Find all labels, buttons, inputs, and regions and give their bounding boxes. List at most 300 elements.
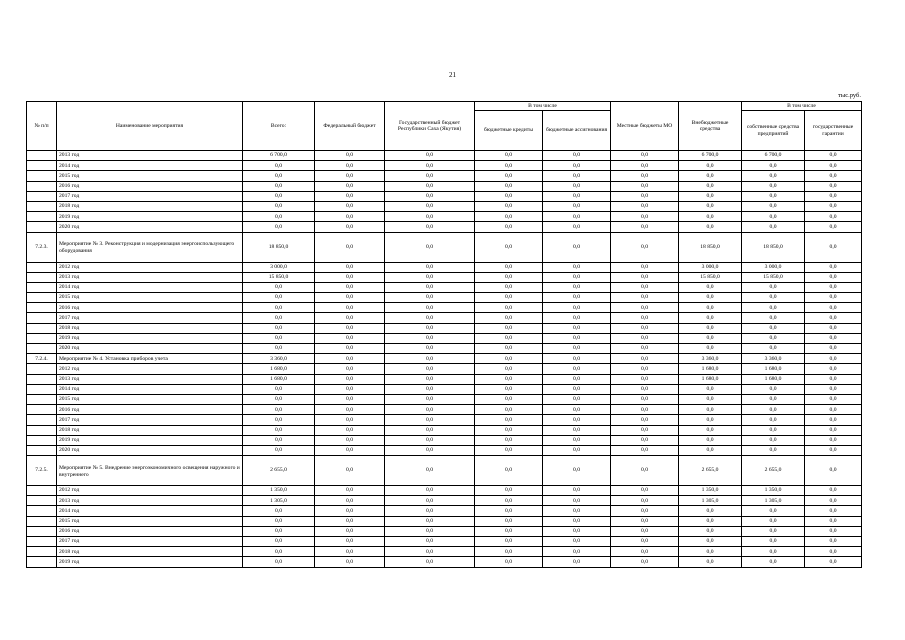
table-row (27, 181, 862, 191)
cell-value: 0,0 (742, 405, 805, 415)
cell-value: 0,0 (385, 415, 475, 425)
row-name: 2017 год (57, 537, 243, 547)
cell-value: 0,0 (679, 415, 742, 425)
cell-value: 0,0 (611, 303, 679, 313)
table-row (27, 323, 862, 333)
cell-value: 15 850,0 (679, 272, 742, 282)
cell-value: 18 850,0 (679, 232, 742, 262)
cell-value: 0,0 (742, 333, 805, 343)
cell-value: 2 655,0 (679, 456, 742, 486)
cell-value: 0,0 (243, 171, 315, 181)
header-group-including-2: В том числе (742, 102, 862, 111)
cell-value: 0,0 (315, 394, 385, 404)
cell-value: 6 700,0 (243, 151, 315, 161)
cell-value: 0,0 (611, 415, 679, 425)
table-row (27, 486, 862, 496)
cell-value: 0,0 (243, 415, 315, 425)
cell-value: 0,0 (475, 222, 543, 232)
table-row (27, 161, 862, 171)
row-name: 2017 год (57, 313, 243, 323)
cell-value: 0,0 (742, 557, 805, 567)
row-index (27, 323, 57, 333)
cell-value: 0,0 (315, 364, 385, 374)
cell-value: 0,0 (385, 151, 475, 161)
cell-value: 0,0 (315, 303, 385, 313)
header-group-including-1: В том числе (475, 102, 611, 111)
cell-value: 0,0 (611, 313, 679, 323)
row-name: 2018 год (57, 547, 243, 557)
cell-value: 0,0 (385, 537, 475, 547)
row-name: 2018 год (57, 201, 243, 211)
cell-value: 0,0 (475, 496, 543, 506)
cell-value: 0,0 (315, 201, 385, 211)
cell-value: 0,0 (742, 303, 805, 313)
cell-value: 3 360,0 (679, 354, 742, 364)
cell-value: 0,0 (475, 191, 543, 201)
cell-value: 0,0 (243, 212, 315, 222)
cell-value: 0,0 (805, 456, 862, 486)
cell-value: 0,0 (805, 537, 862, 547)
row-index (27, 282, 57, 292)
cell-value: 0,0 (805, 201, 862, 211)
table-row (27, 272, 862, 282)
cell-value: 1 350,0 (679, 486, 742, 496)
cell-value: 0,0 (315, 282, 385, 292)
cell-value: 0,0 (543, 506, 611, 516)
cell-value: 0,0 (315, 191, 385, 201)
cell-value: 0,0 (611, 526, 679, 536)
cell-value: 0,0 (385, 171, 475, 181)
cell-value: 0,0 (611, 425, 679, 435)
cell-value: 0,0 (611, 456, 679, 486)
row-name: 2012 год (57, 364, 243, 374)
cell-value: 0,0 (742, 394, 805, 404)
table-header (27, 102, 862, 151)
cell-value: 6 700,0 (742, 151, 805, 161)
cell-value: 0,0 (243, 435, 315, 445)
cell-value: 0,0 (475, 506, 543, 516)
row-index (27, 557, 57, 567)
cell-value: 0,0 (243, 526, 315, 536)
cell-value: 0,0 (475, 526, 543, 536)
cell-value: 0,0 (475, 354, 543, 364)
row-index (27, 313, 57, 323)
cell-value: 0,0 (611, 323, 679, 333)
row-name: 2016 год (57, 181, 243, 191)
cell-value: 0,0 (679, 537, 742, 547)
cell-value: 18 850,0 (742, 232, 805, 262)
cell-value: 0,0 (543, 526, 611, 536)
cell-value: 0,0 (385, 364, 475, 374)
table-row (27, 445, 862, 455)
row-index: 7.2.5. (27, 456, 57, 486)
cell-value: 0,0 (475, 201, 543, 211)
cell-value: 0,0 (475, 323, 543, 333)
table-row (27, 557, 862, 567)
cell-value: 0,0 (611, 201, 679, 211)
cell-value: 0,0 (543, 456, 611, 486)
row-name: 2012 год (57, 262, 243, 272)
measure-row (27, 232, 862, 262)
row-name: Мероприятие № 5. Внедрение энергоэкономичного освещения наружного и внутреннего (57, 456, 243, 486)
cell-value: 0,0 (611, 333, 679, 343)
cell-value: 0,0 (805, 272, 862, 282)
cell-value: 0,0 (385, 557, 475, 567)
cell-value: 0,0 (243, 547, 315, 557)
cell-value: 0,0 (315, 486, 385, 496)
cell-value: 0,0 (742, 212, 805, 222)
cell-value: 0,0 (243, 557, 315, 567)
cell-value: 0,0 (243, 516, 315, 526)
row-index (27, 272, 57, 282)
cell-value: 0,0 (315, 516, 385, 526)
cell-value: 0,0 (679, 445, 742, 455)
cell-value: 0,0 (543, 201, 611, 211)
cell-value: 0,0 (475, 547, 543, 557)
cell-value: 0,0 (805, 161, 862, 171)
row-index (27, 262, 57, 272)
row-name: 2016 год (57, 526, 243, 536)
row-name: 2019 год (57, 212, 243, 222)
cell-value: 0,0 (543, 151, 611, 161)
row-index (27, 537, 57, 547)
cell-value: 0,0 (742, 293, 805, 303)
cell-value: 0,0 (543, 496, 611, 506)
cell-value: 0,0 (543, 354, 611, 364)
measure-row (27, 456, 862, 486)
row-name: 2015 год (57, 394, 243, 404)
cell-value: 0,0 (543, 282, 611, 292)
cell-value: 0,0 (611, 212, 679, 222)
cell-value: 0,0 (243, 506, 315, 516)
cell-value: 0,0 (543, 557, 611, 567)
cell-value: 0,0 (679, 435, 742, 445)
row-name: 2019 год (57, 333, 243, 343)
table-row (27, 526, 862, 536)
row-index (27, 445, 57, 455)
row-index (27, 506, 57, 516)
cell-value: 1 305,0 (679, 496, 742, 506)
row-index (27, 171, 57, 181)
cell-value: 0,0 (243, 425, 315, 435)
cell-value: 0,0 (805, 486, 862, 496)
row-index (27, 191, 57, 201)
cell-value: 0,0 (475, 537, 543, 547)
cell-value: 0,0 (805, 293, 862, 303)
cell-value: 0,0 (243, 313, 315, 323)
cell-value: 0,0 (679, 425, 742, 435)
cell-value: 0,0 (475, 425, 543, 435)
row-name: 2014 год (57, 506, 243, 516)
cell-value: 0,0 (543, 181, 611, 191)
cell-value: 0,0 (805, 222, 862, 232)
row-name: Мероприятие № 4. Установка приборов учета (57, 354, 243, 364)
cell-value: 0,0 (475, 405, 543, 415)
cell-value: 0,0 (385, 435, 475, 445)
cell-value: 0,0 (742, 171, 805, 181)
cell-value: 0,0 (475, 374, 543, 384)
cell-value: 0,0 (805, 405, 862, 415)
table-row (27, 333, 862, 343)
page-number: 21 (449, 71, 456, 79)
cell-value: 0,0 (805, 435, 862, 445)
cell-value: 0,0 (679, 212, 742, 222)
cell-value: 0,0 (805, 323, 862, 333)
row-name: 2015 год (57, 516, 243, 526)
cell-value: 0,0 (385, 425, 475, 435)
cell-value: 0,0 (385, 303, 475, 313)
row-index (27, 222, 57, 232)
row-name: 2020 год (57, 344, 243, 354)
cell-value: 0,0 (543, 405, 611, 415)
cell-value: 0,0 (805, 415, 862, 425)
cell-value: 0,0 (611, 282, 679, 292)
cell-value: 0,0 (243, 323, 315, 333)
cell-value: 0,0 (805, 374, 862, 384)
cell-value: 0,0 (742, 526, 805, 536)
cell-value: 0,0 (243, 161, 315, 171)
header-name: Наименование мероприятия (57, 102, 243, 151)
cell-value: 0,0 (475, 435, 543, 445)
cell-value: 0,0 (611, 547, 679, 557)
cell-value: 0,0 (315, 262, 385, 272)
cell-value: 0,0 (543, 547, 611, 557)
cell-value: 0,0 (543, 293, 611, 303)
cell-value: 0,0 (543, 516, 611, 526)
cell-value: 0,0 (543, 303, 611, 313)
cell-value: 0,0 (385, 191, 475, 201)
cell-value: 0,0 (805, 303, 862, 313)
row-index (27, 405, 57, 415)
cell-value: 0,0 (742, 191, 805, 201)
row-name: 2013 год (57, 151, 243, 161)
row-name: 2018 год (57, 425, 243, 435)
cell-value: 0,0 (385, 374, 475, 384)
cell-value: 0,0 (543, 425, 611, 435)
row-name: 2019 год (57, 435, 243, 445)
cell-value: 0,0 (742, 425, 805, 435)
cell-value: 0,0 (742, 445, 805, 455)
cell-value: 0,0 (475, 557, 543, 567)
cell-value: 0,0 (742, 516, 805, 526)
cell-value: 0,0 (611, 272, 679, 282)
cell-value: 0,0 (543, 191, 611, 201)
cell-value: 0,0 (611, 354, 679, 364)
cell-value: 0,0 (475, 384, 543, 394)
cell-value: 1 680,0 (243, 374, 315, 384)
cell-value: 0,0 (742, 506, 805, 516)
cell-value: 0,0 (543, 415, 611, 425)
cell-value: 0,0 (385, 394, 475, 404)
cell-value: 0,0 (475, 333, 543, 343)
cell-value: 0,0 (543, 435, 611, 445)
row-name: 2018 год (57, 323, 243, 333)
cell-value: 0,0 (805, 354, 862, 364)
cell-value: 0,0 (543, 323, 611, 333)
cell-value: 0,0 (315, 526, 385, 536)
cell-value: 0,0 (315, 181, 385, 191)
row-name: 2013 год (57, 374, 243, 384)
table-row (27, 201, 862, 211)
cell-value: 0,0 (543, 394, 611, 404)
cell-value: 0,0 (315, 212, 385, 222)
cell-value: 0,0 (243, 293, 315, 303)
row-index (27, 384, 57, 394)
cell-value: 0,0 (805, 181, 862, 191)
row-name: 2020 год (57, 445, 243, 455)
cell-value: 0,0 (805, 516, 862, 526)
row-name: 2014 год (57, 384, 243, 394)
row-index (27, 201, 57, 211)
cell-value: 0,0 (315, 384, 385, 394)
cell-value: 0,0 (805, 191, 862, 201)
cell-value: 0,0 (243, 333, 315, 343)
cell-value: 0,0 (742, 181, 805, 191)
cell-value: 0,0 (385, 212, 475, 222)
cell-value: 0,0 (805, 344, 862, 354)
cell-value: 0,0 (243, 344, 315, 354)
table-row (27, 547, 862, 557)
row-name: 2015 год (57, 293, 243, 303)
cell-value: 0,0 (742, 547, 805, 557)
cell-value: 0,0 (475, 486, 543, 496)
cell-value: 0,0 (315, 333, 385, 343)
cell-value: 0,0 (805, 151, 862, 161)
cell-value: 6 700,0 (679, 151, 742, 161)
cell-value: 0,0 (805, 384, 862, 394)
row-name: 2016 год (57, 405, 243, 415)
cell-value: 0,0 (385, 506, 475, 516)
row-index (27, 303, 57, 313)
row-index (27, 394, 57, 404)
cell-value: 0,0 (475, 212, 543, 222)
cell-value: 0,0 (385, 384, 475, 394)
cell-value: 0,0 (679, 384, 742, 394)
cell-value: 3 000,0 (742, 262, 805, 272)
cell-value: 0,0 (385, 344, 475, 354)
cell-value: 0,0 (315, 323, 385, 333)
row-index (27, 344, 57, 354)
cell-value: 0,0 (742, 201, 805, 211)
cell-value: 0,0 (543, 486, 611, 496)
cell-value: 0,0 (385, 496, 475, 506)
cell-value: 0,0 (475, 303, 543, 313)
cell-value: 0,0 (475, 262, 543, 272)
table-row (27, 425, 862, 435)
cell-value: 0,0 (543, 262, 611, 272)
cell-value: 0,0 (805, 262, 862, 272)
cell-value: 0,0 (679, 405, 742, 415)
row-index (27, 526, 57, 536)
header-num: № п/п (27, 102, 57, 151)
cell-value: 0,0 (315, 293, 385, 303)
row-index (27, 293, 57, 303)
cell-value: 0,0 (475, 445, 543, 455)
cell-value: 0,0 (543, 161, 611, 171)
cell-value: 0,0 (679, 171, 742, 181)
cell-value: 0,0 (243, 282, 315, 292)
cell-value: 0,0 (679, 547, 742, 557)
cell-value: 0,0 (315, 537, 385, 547)
row-index (27, 415, 57, 425)
cell-value: 0,0 (679, 181, 742, 191)
cell-value: 0,0 (385, 222, 475, 232)
cell-value: 1 350,0 (243, 486, 315, 496)
cell-value: 0,0 (742, 161, 805, 171)
cell-value: 0,0 (475, 394, 543, 404)
cell-value: 0,0 (475, 151, 543, 161)
cell-value: 0,0 (679, 191, 742, 201)
cell-value: 0,0 (543, 537, 611, 547)
header-own-funds: собственные средства предприятий (742, 111, 805, 151)
cell-value: 0,0 (315, 171, 385, 181)
row-index: 7.2.3. (27, 232, 57, 262)
cell-value: 0,0 (543, 374, 611, 384)
cell-value: 0,0 (543, 212, 611, 222)
cell-value: 0,0 (805, 445, 862, 455)
cell-value: 0,0 (611, 171, 679, 181)
cell-value: 0,0 (315, 344, 385, 354)
cell-value: 0,0 (805, 547, 862, 557)
cell-value: 0,0 (385, 201, 475, 211)
cell-value: 0,0 (611, 151, 679, 161)
cell-value: 3 360,0 (243, 354, 315, 364)
cell-value: 0,0 (543, 171, 611, 181)
cell-value: 0,0 (385, 282, 475, 292)
cell-value: 0,0 (543, 313, 611, 323)
row-name: Мероприятие № 3. Реконструкция и модернизация энергоиспользующего оборудования (57, 232, 243, 262)
row-index (27, 161, 57, 171)
cell-value: 0,0 (385, 232, 475, 262)
cell-value: 0,0 (385, 354, 475, 364)
cell-value: 0,0 (611, 364, 679, 374)
header-state: Государственный бюджет Республики Саха (Якутия) (385, 102, 475, 151)
cell-value: 0,0 (805, 232, 862, 262)
row-name: 2015 год (57, 171, 243, 181)
cell-value: 3 360,0 (742, 354, 805, 364)
table-body (27, 151, 862, 568)
cell-value: 0,0 (742, 415, 805, 425)
cell-value: 1 680,0 (679, 374, 742, 384)
cell-value: 1 680,0 (243, 364, 315, 374)
cell-value: 0,0 (611, 191, 679, 201)
row-index (27, 425, 57, 435)
table-row (27, 364, 862, 374)
cell-value: 0,0 (611, 293, 679, 303)
cell-value: 0,0 (385, 445, 475, 455)
cell-value: 0,0 (679, 293, 742, 303)
row-name: 2013 год (57, 272, 243, 282)
cell-value: 0,0 (805, 282, 862, 292)
cell-value: 0,0 (543, 384, 611, 394)
cell-value: 0,0 (543, 333, 611, 343)
row-name: 2017 год (57, 415, 243, 425)
cell-value: 0,0 (611, 537, 679, 547)
cell-value: 0,0 (475, 293, 543, 303)
cell-value: 3 000,0 (679, 262, 742, 272)
cell-value: 0,0 (243, 394, 315, 404)
cell-value: 0,0 (543, 232, 611, 262)
cell-value: 3 000,0 (243, 262, 315, 272)
cell-value: 0,0 (805, 394, 862, 404)
cell-value: 0,0 (543, 222, 611, 232)
table-row (27, 151, 862, 161)
row-index (27, 496, 57, 506)
cell-value: 0,0 (611, 394, 679, 404)
cell-value: 0,0 (243, 201, 315, 211)
cell-value: 0,0 (611, 486, 679, 496)
cell-value: 1 680,0 (679, 364, 742, 374)
